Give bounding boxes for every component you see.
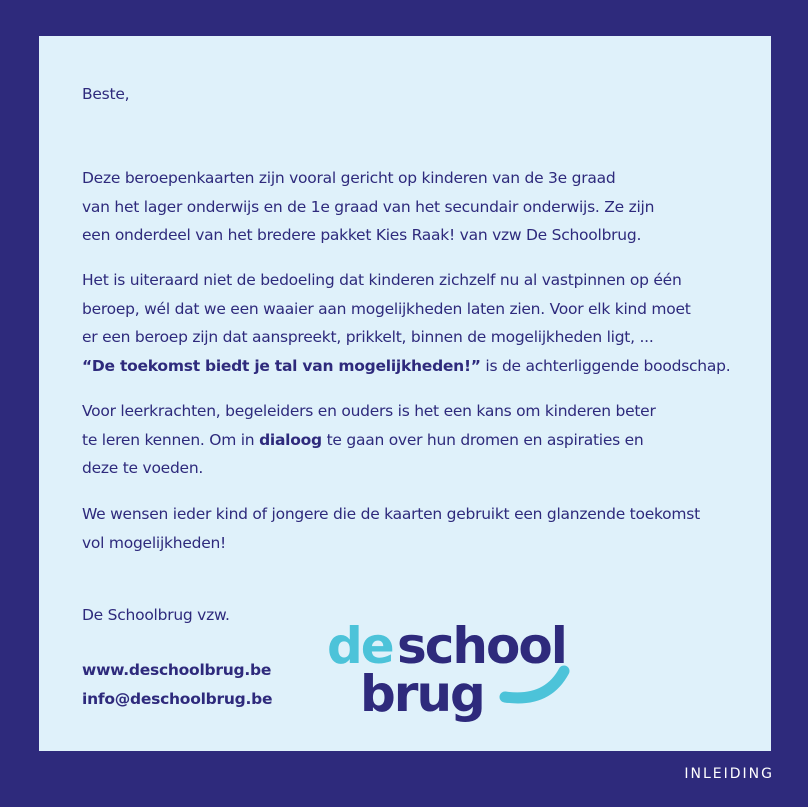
- text-fragment: te gaan over hun dromen en aspiraties en: [321, 430, 644, 449]
- text-line: [82, 426, 656, 455]
- email-link[interactable]: info@deschoolbrug.be: [82, 689, 273, 708]
- website-link[interactable]: www.deschoolbrug.be: [82, 661, 272, 679]
- text-line: Voor leerkrachten, begeleiders en ouders is het een kans om kinderen beter: [82, 402, 656, 420]
- text-line: [82, 352, 730, 381]
- text-line: van het lager onderwijs en de 1e graad van het secundair onderwijs. Ze zijn: [82, 197, 655, 216]
- logo-word-brug: brug: [360, 665, 484, 723]
- section-label: INLEIDING: [684, 766, 774, 782]
- paragraph-audience: [82, 397, 656, 483]
- text-line: beroep, wél dat we een waaier aan mogelijkheden laten zien. Voor elk kind moet: [82, 299, 691, 318]
- logo-word-school: school: [397, 617, 566, 675]
- text-line: vol mogelijkheden!: [82, 533, 227, 552]
- contact-info: [82, 656, 272, 713]
- signature: De Schoolbrug vzw.: [82, 606, 230, 624]
- paragraph-wish: [82, 500, 700, 557]
- logo-word-de: de: [327, 617, 393, 675]
- schoolbrug-logo: [327, 611, 587, 726]
- paragraph-purpose: [82, 266, 730, 380]
- text-fragment: is de achterliggende boodschap.: [480, 356, 731, 375]
- paragraph-intro: [82, 164, 654, 250]
- text-fragment: te leren kennen. Om in: [82, 430, 260, 449]
- text-line: een onderdeel van het bredere pakket Kies Raak! van vzw De Schoolbrug.: [82, 226, 642, 244]
- text-line: er een beroep zijn dat aanspreekt, prikkelt, binnen de mogelijkheden ligt, ...: [82, 328, 654, 346]
- text-line: Deze beroepenkaarten zijn vooral gericht op kinderen van de 3e graad: [82, 169, 616, 187]
- greeting: Beste,: [82, 85, 130, 103]
- text-line: Het is uiteraard niet de bedoeling dat kinderen zichzelf nu al vastpinnen op één: [82, 271, 682, 289]
- key-message: “De toekomst biedt je tal van mogelijkheden!”: [82, 356, 481, 375]
- logo-smile-arc: [505, 671, 564, 698]
- letter-card: [39, 36, 771, 751]
- text-line: deze te voeden.: [82, 459, 204, 477]
- emphasis-dialoog: dialoog: [259, 430, 322, 449]
- text-line: We wensen ieder kind of jongere die de kaarten gebruikt een glanzende toekomst: [82, 505, 700, 523]
